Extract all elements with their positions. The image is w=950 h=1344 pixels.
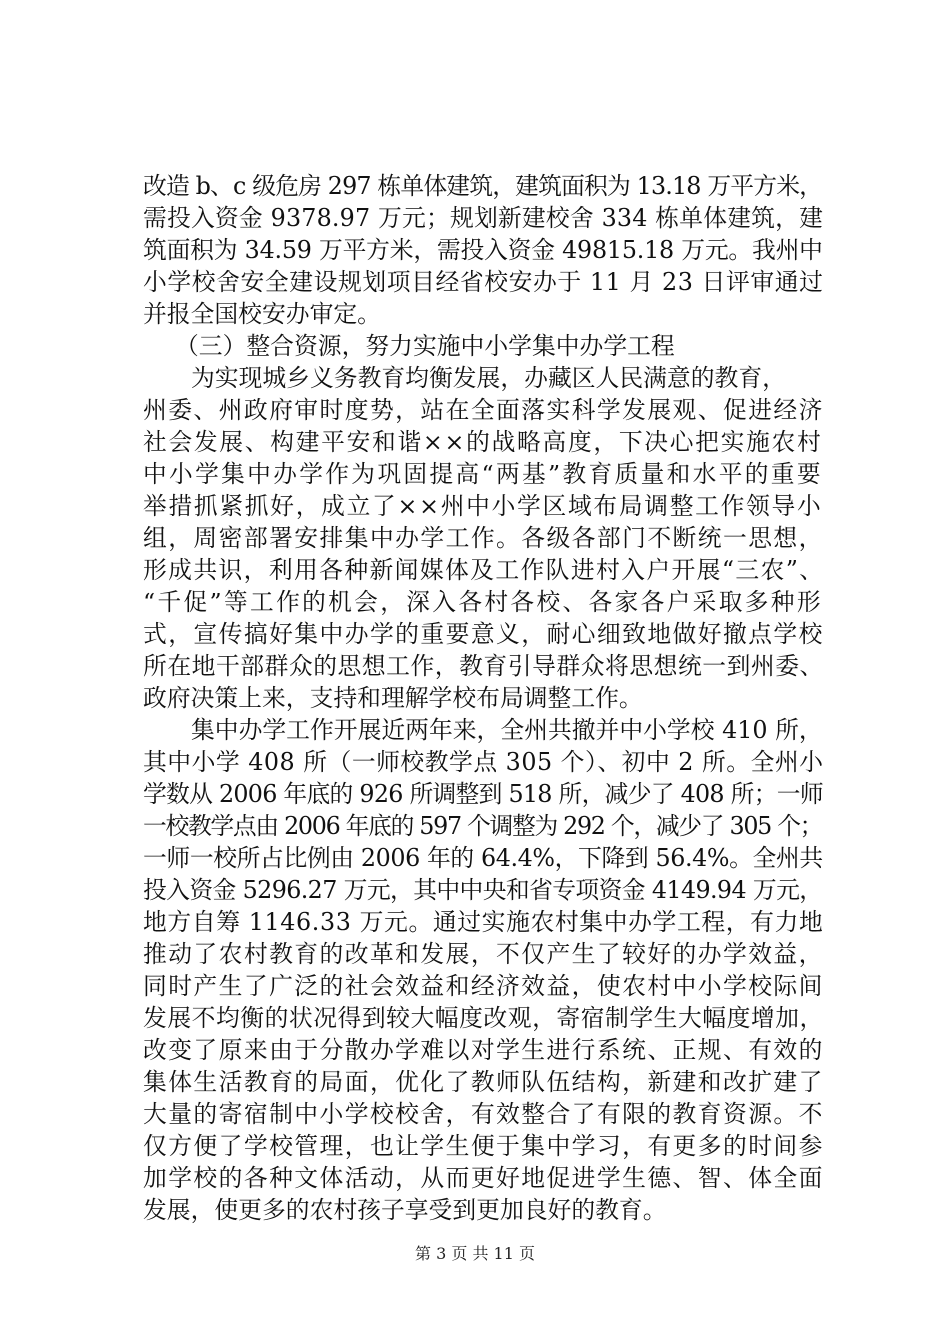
text-line: 集体生活教育的局面，优化了教师队伍结构，新建和改扩建了 [143,1068,824,1096]
page-number-footer: 第 3 页 共 11 页 [415,1244,535,1263]
text-line: 投入资金 5296.27 万元，其中中央和省专项资金 4149.94 万元， [143,876,823,904]
text-line: 政府决策上来，支持和理解学校布局调整工作。 [143,684,643,712]
text-line: 为实现城乡义务教育均衡发展，办藏区人民满意的教育， [191,364,786,392]
text-line: 小学校舍安全建设规划项目经省校安办于 11 月 23 日评审通过 [143,268,824,296]
text-line: 发展，使更多的农村孩子享受到更加良好的教育。 [143,1196,667,1224]
text-line: 州委、州政府审时度势，站在全面落实科学发展观、促进经济 [143,396,824,424]
text-line: 同时产生了广泛的社会效益和经济效益，使农村中小学校际间 [143,972,824,1000]
text-line: 式，宣传搞好集中办学的重要意义，耐心细致地做好撤点学校 [143,620,824,648]
text-line: 发展不均衡的状况得到较大幅度改观，寄宿制学生大幅度增加， [143,1004,824,1032]
text-line: 推动了农村教育的改革和发展，不仅产生了较好的办学效益， [143,940,824,968]
text-line: 所在地干部群众的思想工作，教育引导群众将思想统一到州委、 [143,652,824,680]
text-line: 筑面积为 34.59 万平方米，需投入资金 49815.18 万元。我州中 [143,236,823,264]
text-line: 举措抓紧抓好，成立了××州中小学区域布局调整工作领导小 [143,492,823,520]
text-line: 社会发展、构建平安和谐××的战略高度，下决心把实施农村 [143,428,823,456]
text-line: 集中办学工作开展近两年来，全州共撤并中小学校 410 所， [191,716,823,744]
text-line: 改造 b、c 级危房 297 栋单体建筑，建筑面积为 13.18 万平方米， [143,172,823,200]
text-line: 加学校的各种文体活动，从而更好地促进学生德、智、体全面 [143,1164,824,1192]
text-line: 改变了原来由于分散办学难以对学生进行系统、正规、有效的 [143,1036,824,1064]
text-line: “千促”等工作的机会，深入各村各校、各家各户采取多种形 [143,588,823,616]
paragraph-school-buildings [143,170,823,330]
text-line: 大量的寄宿制中小学校校舍，有效整合了有限的教育资源。不 [143,1100,824,1128]
document-body [143,170,823,1226]
text-line: 学数从 2006 年底的 926 所调整到 518 所，减少了 408 所；一师 [143,780,823,808]
text-line: 形成共识，利用各种新闻媒体及工作队进村入户开展“三农”、 [143,556,825,584]
text-line: 并报全国校安办审定。 [143,300,381,328]
text-line: 仅方便了学校管理，也让学生便于集中学习，有更多的时间参 [143,1132,824,1160]
text-line: 地方自筹 1146.33 万元。通过实施农村集中办学工程，有力地 [143,908,824,936]
text-line: 组，周密部署安排集中办学工作。各级各部门不断统一思想， [143,524,824,552]
text-line: 一校教学点由 2006 年底的 597 个调整为 292 个，减少了 305 个； [143,812,823,840]
text-line: 一师一校所占比例由 2006 年的 64.4%，下降到 56.4%。全州共 [143,844,823,872]
paragraph-balanced-development [143,362,823,714]
paragraph-consolidation-results [143,714,823,1226]
text-line: 需投入资金 9378.97 万元；规划新建校舍 334 栋单体建筑，建 [143,204,824,232]
text-line: 其中小学 408 所（一师校教学点 305 个）、初中 2 所。全州小 [143,748,824,776]
section-heading: （三）整合资源，努力实施中小学集中办学工程 [175,332,675,360]
text-line: 中小学集中办学作为巩固提高“两基”教育质量和水平的重要 [143,460,823,488]
